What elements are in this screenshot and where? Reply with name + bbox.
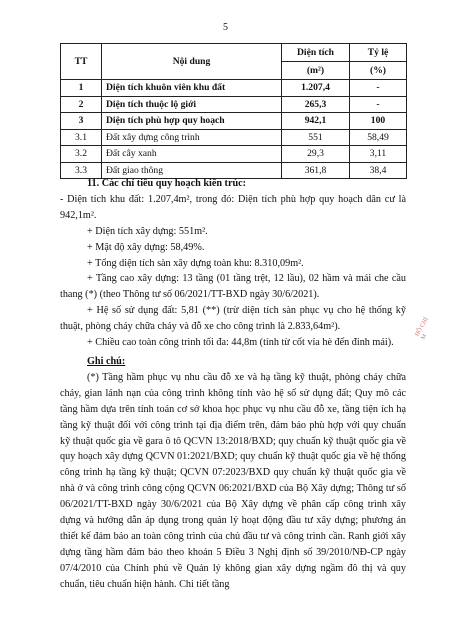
row-content: Đất giao thông bbox=[102, 162, 282, 179]
row-ratio: - bbox=[350, 80, 407, 97]
document-body bbox=[60, 176, 406, 593]
row-ratio: 3,11 bbox=[350, 146, 407, 163]
table-row bbox=[61, 113, 407, 130]
row-content: Diện tích thuộc lộ giới bbox=[102, 96, 282, 113]
section-title: 11. Các chỉ tiêu quy hoạch kiến trúc: bbox=[87, 178, 247, 189]
table-row bbox=[61, 80, 407, 97]
header-ratio: Tỷ lệ bbox=[350, 44, 407, 62]
paragraph-building-area: + Diện tích xây dựng: 551m². bbox=[87, 225, 208, 237]
row-ratio: 38,4 bbox=[350, 162, 407, 179]
land-use-table bbox=[60, 43, 407, 179]
table-row bbox=[61, 146, 407, 163]
row-tt: 3.1 bbox=[61, 129, 102, 146]
row-area: 265,3 bbox=[282, 96, 350, 113]
paragraph-building-density: + Mật độ xây dựng: 58,49%. bbox=[87, 241, 205, 253]
paragraph-max-height: + Chiều cao toàn công trình tối đa: 44,8m (tính từ cốt vỉa hè đến đỉnh mái). bbox=[87, 337, 394, 349]
paragraph-total-floor-area: + Tổng diện tích sàn xây dựng toàn khu: 8.310,09m². bbox=[87, 257, 304, 269]
paragraph-site-area: - Diện tích khu đất: 1.207,4m², trong đó: Diện tích phù hợp quy hoạch dân cư là 942,1m². bbox=[60, 193, 406, 221]
row-area: 942,1 bbox=[282, 113, 350, 130]
row-content: Diện tích phù hợp quy hoạch bbox=[102, 113, 282, 130]
row-tt: 3.2 bbox=[61, 146, 102, 163]
stamp-fragment: HỒ CHÍ M bbox=[414, 316, 430, 342]
note-text: (*) Tầng hầm phục vụ nhu cầu đỗ xe và hạ tầng kỹ thuật, phòng cháy chữa cháy, gian lánh nạn của công trình không tính vào hệ số sử dụng đất; Quy mô các tầng hầm dựa trên tính toán cơ sở khoa học phục vụ nhu cầu đỗ xe, tầng tiện ích hạ tầng kỹ thuật đối với công trình tại địa điểm trên, đảm bảo phù hợp với quy chuẩn kỹ thuật quốc gia về gara ô tô QCVN 13:2018/BXD; quy chuẩn kỹ thuật quốc gia về quy hoạch xây dựng QCVN 01:2021/BXD; quy chuẩn kỹ thuật quốc gia về hệ thống công trình hạ tầng kỹ thuật; QCVN 07:2023/BXD quy chuẩn kỹ thuật quốc gia về nhà ở và công trình công cộng QCVN 06:2021/BXD của Bộ Xây dựng; Thông tư số 06/2021/TT-BXD ngày 30/6/2021 của Bộ Xây dựng về phân cấp công trình xây dựng và hướng dẫn áp dụng trong quản lý hoạt động đầu tư xây dựng; phương án thiết kế đảm bảo an toàn công trình của chủ đầu tư và công trình cần. Ranh giới xây dựng tầng hầm đảm bảo theo khoản 5 Điều 3 Nghị định số 39/2010/NĐ-CP ngày 07/4/2010 của Chính phủ về Quản lý không gian xây dựng ngầm đô thị và quy chuẩn, tiêu chuẩn hiện hành. Chi tiết tầng bbox=[60, 371, 406, 590]
notes-title: Ghi chú: bbox=[87, 355, 126, 367]
row-tt: 1 bbox=[61, 80, 102, 97]
table-row bbox=[61, 96, 407, 113]
header-ratio-unit: (%) bbox=[350, 62, 407, 80]
row-ratio: 58,49 bbox=[350, 129, 407, 146]
row-ratio: - bbox=[350, 96, 407, 113]
row-ratio: 100 bbox=[350, 113, 407, 130]
row-area: 29,3 bbox=[282, 146, 350, 163]
row-area: 361,8 bbox=[282, 162, 350, 179]
row-area: 551 bbox=[282, 129, 350, 146]
row-content: Đất xây dựng công trình bbox=[102, 129, 282, 146]
header-tt: TT bbox=[61, 44, 102, 80]
row-tt: 3 bbox=[61, 113, 102, 130]
table-header bbox=[61, 44, 407, 80]
header-content: Nội dung bbox=[102, 44, 282, 80]
header-area-unit: (m²) bbox=[282, 62, 350, 80]
row-content: Diện tích khuôn viên khu đất bbox=[102, 80, 282, 97]
row-tt: 2 bbox=[61, 96, 102, 113]
paragraph-land-use-coefficient: + Hệ số sử dụng đất: 5,81 (**) (trừ diện tích sàn phục vụ cho hệ thống kỹ thuật, phòng cháy chữa cháy và đỗ xe cho công trình là 2.833,64m²). bbox=[60, 305, 406, 333]
table-row bbox=[61, 129, 407, 146]
row-content: Đất cây xanh bbox=[102, 146, 282, 163]
paragraph-building-height-floors: + Tầng cao xây dựng: 13 tầng (01 tầng trệt, 12 lầu), 02 hầm và mái che cầu thang (*) (theo Thông tư số 06/2021/TT-BXD ngày 30/6/2021). bbox=[60, 273, 406, 301]
header-area: Diện tích bbox=[282, 44, 350, 62]
row-tt: 3.3 bbox=[61, 162, 102, 179]
page-number: 5 bbox=[223, 22, 228, 33]
row-area: 1.207,4 bbox=[282, 80, 350, 97]
